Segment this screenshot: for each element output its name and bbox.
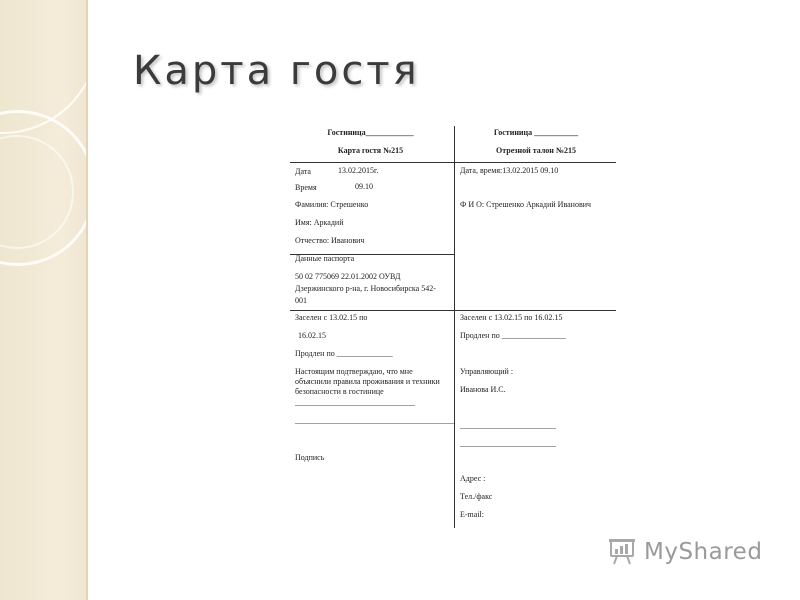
stub-line: ________________________ (460, 439, 556, 448)
surname-field: Фамилия: Стрешенко (295, 200, 369, 209)
signature-line: ______________________________ (295, 398, 415, 407)
passport-line: 001 (295, 296, 307, 305)
stub-title: Отрезной талон №215 (496, 146, 576, 155)
stub-line: ________________________ (460, 421, 556, 430)
signature-line: ________________________________________ (295, 416, 455, 425)
time-value: 09.10 (355, 182, 373, 191)
myshared-watermark (608, 537, 762, 567)
stub-datetime: Дата, время:13.02.2015 09.10 (460, 166, 559, 175)
manager-label: Управляющий : (460, 367, 514, 376)
stay-from: Заселен с 13.02.15 по (295, 313, 368, 322)
date-value: 13.02.2015г. (338, 166, 379, 175)
passport-header: Данные паспорта (295, 254, 355, 263)
card-title: Карта гостя №215 (337, 146, 404, 155)
stub-hotel-header: Гостиница ___________ (493, 128, 579, 137)
extended-until: Продлен по ______________ (295, 349, 393, 358)
signature-label: Подпись (295, 453, 325, 462)
stay-to: 16.02.15 (298, 331, 326, 340)
slide-title: Карта гостя (133, 48, 420, 94)
confirmation-text: Настоящим подтверждаю, что мне объяснили правила проживания и техники безопасности в гостинице (295, 367, 440, 396)
decorative-side-panel (0, 0, 88, 600)
column-divider (454, 126, 455, 528)
patronymic-field: Отчество: Иванович (295, 236, 365, 245)
passport-line: 50 02 775069 22.01.2002 ОУВД (295, 272, 401, 281)
manager-name: Иванова И.С. (460, 385, 506, 394)
email-label: E-mail: (460, 510, 484, 519)
stub-fio: Ф И О: Стрешенко Аркадий Иванович (460, 200, 592, 209)
phone-label: Тел./факс (460, 492, 493, 501)
watermark-text: MyShared (644, 539, 763, 565)
presentation-board-icon (608, 537, 638, 567)
time-label: Время (295, 183, 317, 192)
passport-line: Дзержинского р-на, г. Новосибирска 542- (295, 284, 436, 293)
stub-extended: Продлен по ________________ (460, 331, 566, 340)
address-label: Адрес : (460, 474, 486, 483)
hotel-header: Гостиница____________ (327, 128, 414, 137)
separator-line (290, 310, 616, 311)
date-label: Дата (295, 167, 311, 176)
stub-stay: Заселен с 13.02.15 по 16.02.15 (460, 313, 563, 322)
name-field: Имя: Аркадий (295, 218, 344, 227)
separator-line (290, 162, 616, 163)
